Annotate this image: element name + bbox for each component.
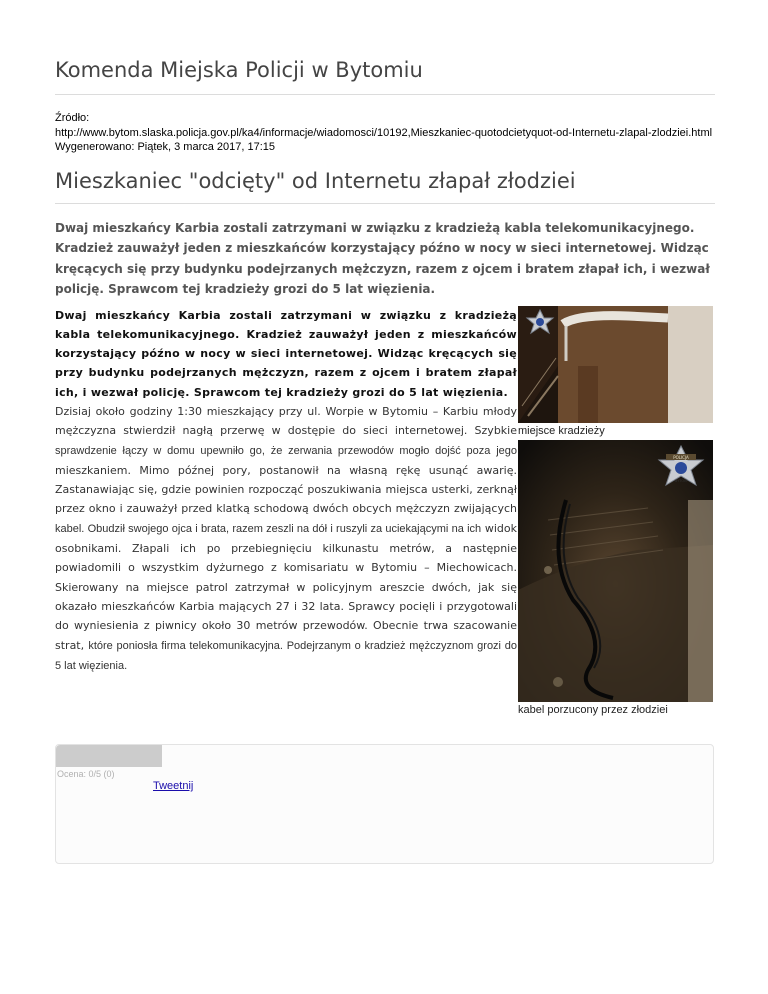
rating-stars-bar[interactable]	[56, 745, 162, 767]
article-body	[55, 306, 517, 677]
body-bold-intro: Dwaj mieszkańcy Karbia zostali zatrzymani w związku z kradzieżą kabla telekomunikacyjnego. Kradzież zauważył jeden z mieszkańców korzystający późno w nocy w sieci internetowej. Widząc kręcących się przy budynku podejrzanych mężczyzn, razem z ojcem i bratem złapał ich, i wezwał policję. Sprawcom tej kradzieży grozi do 5 lat więzienia.	[55, 308, 517, 399]
article-content	[55, 306, 715, 746]
article-title: Mieszkaniec "odcięty" od Internetu złapał złodziei	[55, 167, 715, 204]
photo-abandoned-cable[interactable]	[518, 440, 713, 702]
caption-theft-location: miejsce kradzieży	[518, 424, 605, 437]
site-title: Komenda Miejska Policji w Bytomiu	[55, 56, 715, 95]
source-meta	[55, 111, 715, 155]
body-paragraph-6: które poniosła firma telekomunikacyjna. Podejrzanym o kradzież mężczyznom grozi do 5 lat więzienia.	[55, 639, 517, 672]
source-label: Źródło:	[55, 112, 90, 124]
source-url: http://www.bytom.slaska.policja.gov.pl/ka4/informacje/wiadomosci/10192,Mieszkaniec-quotodcietyquot-od-Internetu-zlapal-zlodziei.html	[55, 126, 713, 139]
photo-theft-location[interactable]	[518, 306, 713, 423]
figure-theft-location	[518, 306, 713, 439]
caption-abandoned-cable: kabel porzucony przez złodziei	[518, 703, 668, 716]
body-paragraph-4: kabel. Obudził swojego ojca i brata, razem zeszli na dół i ruszyli za uciekającymi na ich	[55, 522, 482, 535]
rating-panel	[55, 744, 714, 864]
tweet-link[interactable]: Tweetnij	[153, 780, 194, 792]
generated-date: Wygenerowano: Piątek, 3 marca 2017, 17:15	[55, 141, 276, 153]
article-lead: Dwaj mieszkańcy Karbia zostali zatrzymani w związku z kradzieżą kabla telekomunikacyjnego. Kradzież zauważył jeden z mieszkańców korzystający późno w nocy w sieci internetowej. Widząc kręcących się przy budynku podejrzanych mężczyzn, razem z ojcem i bratem złapał ich, i wezwał policję. Sprawcom tej kradzieży grozi do 5 lat więzienia.	[55, 220, 710, 296]
badge-top-text: POLICJA	[673, 454, 689, 460]
body-paragraph-5: widok osobnikami. Złapali ich po przebiegnięciu kilkunastu metrów, a następnie powiadomili o wszystkim dyżurnego z komisariatu w Bytomiu – Miechowicach. Skierowany na miejsce patrol zatrzymał w policyjnym areszcie dwóch, jak się okazało mieszkańców Karbia mających 27 i 32 lata. Sprawcy pocięli i przygotowali do wyniesienia z piwnicy około 30 metrów przewodów. Obecnie trwa szacowanie strat,	[55, 521, 517, 652]
figure-abandoned-cable	[518, 440, 713, 718]
rating-text: Ocena: 0/5 (0)	[57, 769, 115, 779]
page	[55, 56, 715, 746]
body-paragraph-1: Dzisiaj około godziny 1:30 mieszkający przy ul. Worpie w Bytomiu – Karbiu młody mężczyzna stwierdził nagłą przerwę w dostępie do sieci internetowej. Szybkie	[55, 404, 517, 438]
body-paragraph-2: sprawdzenie łączy w domu upewniło go, że zerwania przewodów mogło dojść poza jego	[55, 444, 517, 457]
body-paragraph-3: mieszkaniem. Mimo późnej pory, postanowił na własną rękę usunąć awarię. Zastanawiając się, gdzie powinien rozpocząć poszukiwania miejsca usterki, zerknął przez okno i zauważył przed klatką schodową dwóch obcych mężczyzn zwijających	[55, 463, 517, 516]
badge-bottom-text: BYTOM	[674, 478, 688, 483]
